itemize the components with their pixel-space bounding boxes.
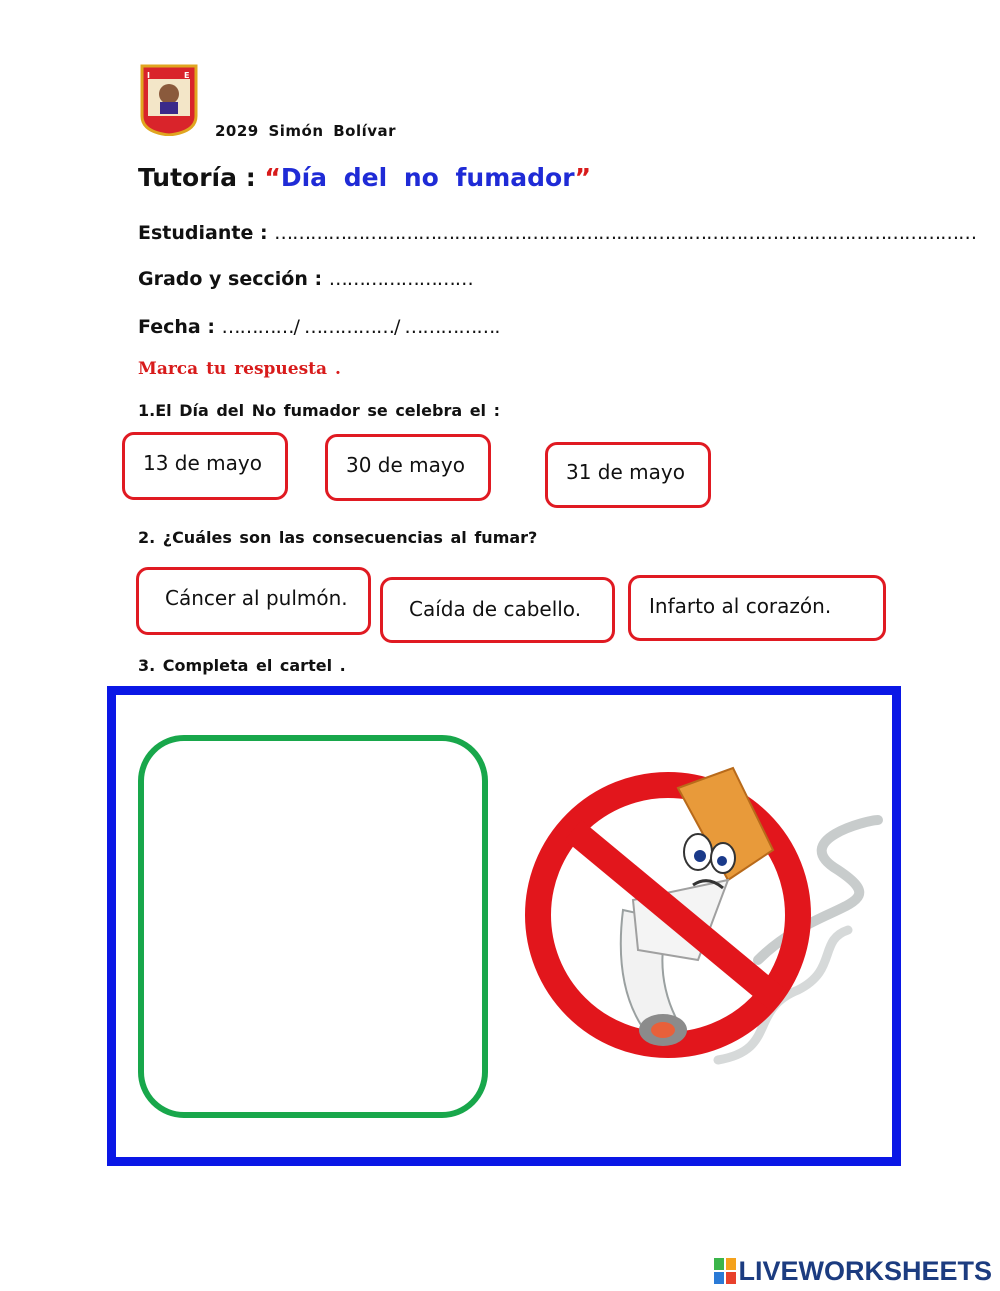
crest-letter-e: E — [184, 71, 190, 80]
title-topic: Día del no fumador — [280, 163, 575, 192]
q1-option-30-mayo[interactable]: 30 de mayo — [325, 434, 491, 501]
school-crest-logo — [140, 64, 198, 136]
instruction-text: Marca tu respuesta . — [138, 359, 341, 379]
date-field — [138, 316, 499, 338]
school-name: 2029 Simón Bolívar — [215, 122, 397, 140]
q2-option-cancer[interactable]: Cáncer al pulmón. — [136, 567, 371, 635]
title-open-quote: “ — [264, 163, 281, 192]
student-field — [138, 222, 976, 244]
grade-label: Grado y sección : — [138, 268, 323, 290]
q2-option-heart-attack[interactable]: Infarto al corazón. — [628, 575, 886, 641]
student-line[interactable]: ……………………………………………………………………………………………………… — [274, 222, 977, 244]
question-3-text: 3. Completa el cartel . — [138, 656, 346, 675]
crest-letter-i: I — [147, 71, 150, 80]
poster-answer-input[interactable] — [164, 761, 462, 1092]
q2-option-hair-loss[interactable]: Caída de cabello. — [380, 577, 615, 643]
question-1-text: 1.El Día del No fumador se celebra el : — [138, 401, 500, 420]
question-2-text: 2. ¿Cuáles son las consecuencias al fumar? — [138, 528, 538, 547]
page-title — [138, 163, 591, 192]
poster-answer-box[interactable] — [138, 735, 488, 1118]
brand-footer — [714, 1254, 992, 1288]
date-label: Fecha : — [138, 316, 215, 338]
q1-option-31-mayo[interactable]: 31 de mayo — [545, 442, 711, 508]
date-line[interactable]: …………/ ……………/ ……………. — [221, 316, 500, 338]
no-smoking-icon — [518, 760, 898, 1090]
student-label: Estudiante : — [138, 222, 268, 244]
grade-field — [138, 268, 473, 290]
title-close-quote: ” — [574, 163, 591, 192]
liveworksheets-logo-icon — [714, 1258, 736, 1284]
grade-line[interactable]: …………………… — [328, 268, 473, 290]
brand-name: LIVEWORKSHEETS — [738, 1255, 992, 1286]
title-prefix: Tutoría : — [138, 163, 256, 192]
q1-option-13-mayo[interactable]: 13 de mayo — [122, 432, 288, 500]
